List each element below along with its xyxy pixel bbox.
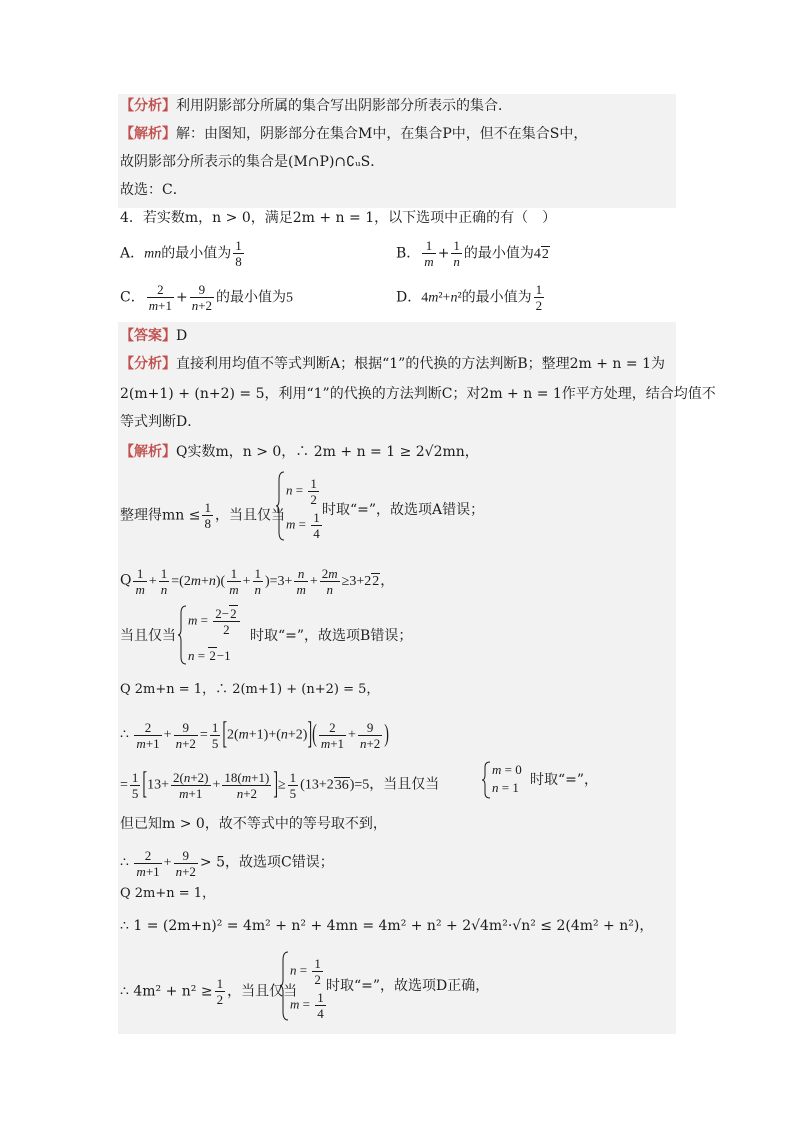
system-c: m = 0 n = 1: [482, 760, 528, 800]
system-d: n = $\frac{1}{2}$ m = $\frac{1}{4}$: [280, 950, 320, 1022]
step-3: Q $\frac{1}{m}$ + $\frac{1}{n}$ =(2m+n)( $\frac{1}{m}$ + $\frac{1}{n}$ )=3+ $\frac{n}{m}$ + $\frac{2m}{n}$ ≥3+22，: [120, 566, 395, 597]
option-b-label: B．: [396, 245, 421, 262]
answer-line: [120, 326, 187, 346]
option-d: D．4m²+n²的最小值为 $\frac{1}{2}$: [396, 282, 543, 313]
step-4: 当且仅当: [120, 628, 176, 644]
step-12-tail: 时取“=”，故选项D正确，: [326, 978, 490, 994]
option-d-label: D．: [396, 289, 422, 306]
jiexi-line-3: 故选：C．: [120, 182, 187, 198]
answer-fenxi-1: 【分析】直接利用均值不等式判断A；根据“1”的代换的方法判断B；整理2m + n = 1为: [120, 356, 665, 372]
step-9: ∴ $\frac{2}{m+1}$ + $\frac{9}{n+2}$ > 5，故选项C错误；: [120, 848, 334, 879]
jiexi-line-1: [120, 124, 587, 144]
step-2-tail: 时取“=”，故选项A错误；: [322, 502, 485, 518]
option-a: A．mn的最小值为 $\frac{1}{8}$: [120, 238, 242, 269]
answer-jiexi-tag: 【解析】: [120, 444, 176, 460]
step-7-tail: 时取“=”，: [530, 772, 599, 788]
step-5: Q 2m+n = 1，∴ 2(m+1) + (n+2) = 5，: [120, 682, 380, 697]
answer-fenxi-2: 2(m+1) + (n+2) = 5，利用“1”的代换的方法判断C；对2m + n = 1作平方处理，结合均值不: [120, 386, 716, 402]
step-7: = $\frac{1}{5}$ [13+ $\frac{2(n+2)}{m+1}$ + $\frac{18(m+1)}{n+2}$ ]≥ $\frac{1}{5}$ (13+236)=5，当且仅当: [120, 767, 440, 802]
option-c: C． $\frac{2}{m+1}$ + $\frac{9}{n+2}$ 的最小值为5: [120, 282, 294, 313]
system-b: m = $\frac{2-2}{2}$ n = 2−1: [178, 604, 250, 666]
option-a-label: A．: [120, 245, 145, 262]
option-d-text: 的最小值为: [461, 289, 532, 306]
answer-fenxi-tag: 【分析】: [120, 356, 176, 372]
answer-fenxi-3: 等式判断D．: [120, 414, 202, 430]
fenxi-line-1: [120, 96, 512, 116]
option-a-fraction: $\frac{1}{8}$: [235, 238, 242, 269]
option-b-text: 的最小值为: [463, 245, 534, 262]
option-a-text: 的最小值为: [161, 245, 232, 262]
option-c-text: 的最小值为: [216, 289, 287, 306]
option-b: B． $\frac{1}{m}$ + $\frac{1}{n}$ 的最小值为42: [396, 238, 549, 269]
step-10: Q 2m+n = 1，: [120, 886, 216, 901]
jiexi-text: 解：由图知，阴影部分在集合M中，在集合P中，但不在集合S中，: [176, 126, 588, 142]
step-11: ∴ 1 = (2m+n)² = 4m² + n² + 4mn = 4m² + n² + 2√4m²·√n² ≤ 2(4m² + n²)，: [120, 918, 654, 934]
answer-jiexi-1: 【解析】Q实数m，n > 0，∴ 2m + n = 1 ≥ 2√2mn，: [120, 444, 479, 460]
daan-tag: 【答案】: [120, 328, 176, 344]
jiexi-tag: 【解析】: [120, 126, 176, 142]
fenxi-tag: 【分析】: [120, 98, 176, 114]
step-4-tail: 时取“=”，故选项B错误；: [250, 628, 413, 644]
step-6: ∴ $\frac{2}{m+1}$ + $\frac{9}{n+2}$ = $\frac{1}{5}$ [2(m+1)+(n+2)]( $\frac{2}{m+1}$ + $\frac{9}{n+2}$ ): [120, 717, 389, 752]
step-2: 整理得mn ≤ $\frac{1}{8}$ ，当且仅当: [120, 500, 285, 531]
step-12: ∴ 4m² + n² ≥ $\frac{1}{2}$ ，当且仅当: [120, 976, 298, 1007]
question-4-stem: 4．若实数m，n > 0，满足2m + n = 1，以下选项中正确的有（ ）: [120, 210, 557, 226]
system-a: n = $\frac{1}{2}$ m = $\frac{1}{4}$: [276, 470, 316, 542]
fenxi-text: 利用阴影部分所属的集合写出阴影部分所表示的集合．: [176, 98, 512, 114]
daan-value: D: [176, 328, 188, 344]
jiexi-line-2: 故阴影部分所表示的集合是(M∩P)∩∁ᵤS．: [120, 154, 385, 170]
step-8: 但已知m > 0，故不等式中的等号取不到，: [120, 816, 387, 832]
option-c-label: C．: [120, 289, 145, 306]
